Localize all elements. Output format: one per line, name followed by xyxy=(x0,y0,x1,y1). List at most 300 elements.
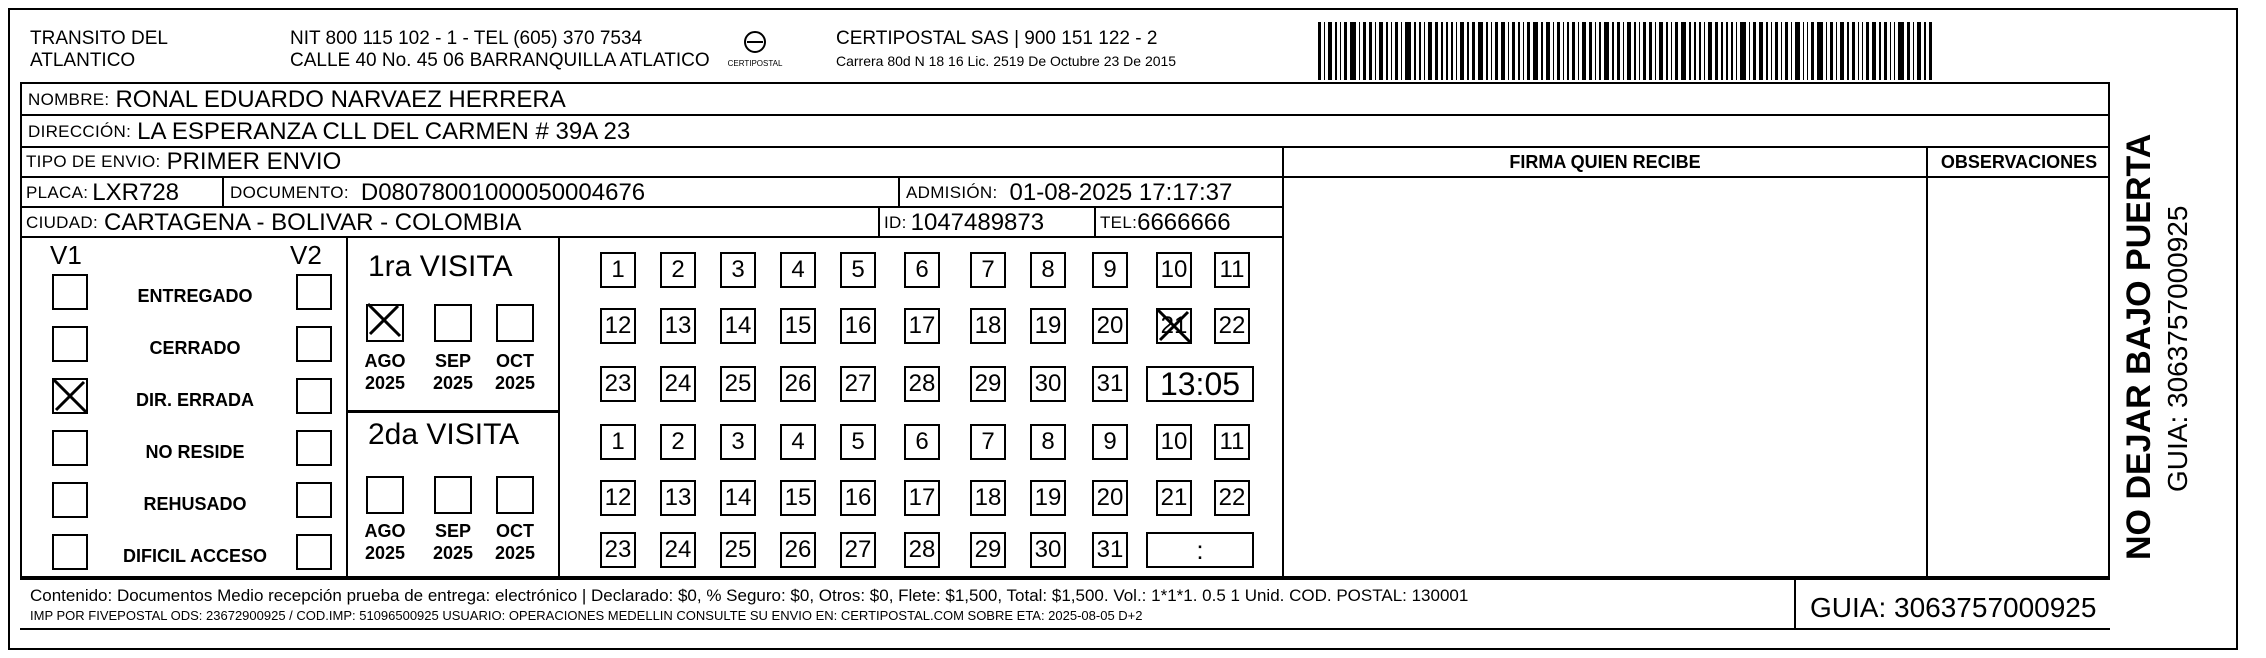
barcode-bar xyxy=(1541,22,1542,80)
barcode-bar xyxy=(1424,22,1425,80)
second-visit-day-5[interactable] xyxy=(840,424,876,460)
svg-text:CERTIPOSTAL: CERTIPOSTAL xyxy=(727,59,783,68)
barcode-bar xyxy=(1589,22,1592,80)
barcode-bar xyxy=(1929,22,1932,80)
day-number: 1 xyxy=(611,428,625,455)
barcode-bar xyxy=(1879,22,1880,80)
second-visit-day-14[interactable] xyxy=(720,480,756,516)
barcode-bar xyxy=(1495,22,1498,80)
first-visit-day-25[interactable] xyxy=(720,366,756,402)
first-visit-day-6[interactable] xyxy=(904,252,940,288)
barcode-bar xyxy=(1807,22,1808,80)
day-number: 11 xyxy=(1219,428,1245,455)
day-number: 18 xyxy=(974,312,1002,339)
first-visit-title: 1ra VISITA xyxy=(368,250,513,283)
barcode-bar xyxy=(1527,22,1530,80)
barcode-bar xyxy=(1708,22,1712,80)
barcode-bar xyxy=(1836,22,1837,80)
status-label: ENTREGADO xyxy=(137,286,253,306)
first-visit-day-17[interactable] xyxy=(904,308,940,344)
firma-label: FIRMA QUIEN RECIBE xyxy=(1509,152,1701,172)
first-visit-day-19[interactable] xyxy=(1030,308,1066,344)
day-number: 30 xyxy=(1034,370,1062,397)
first-visit-day-20[interactable] xyxy=(1092,308,1128,344)
footer-guia: GUIA: 3063757000925 xyxy=(1810,592,2097,623)
second-visit-month-sep[interactable] xyxy=(434,476,472,514)
v2-checkbox-no-reside[interactable] xyxy=(296,430,332,466)
second-visit-day-25[interactable] xyxy=(720,532,756,568)
nombre-value: RONAL EDUARDO NARVAEZ HERRERA xyxy=(115,86,566,113)
first-visit-day-14[interactable] xyxy=(720,308,756,344)
day-number: 11 xyxy=(1219,256,1245,283)
day-number: 2 xyxy=(671,428,685,455)
barcode-bar xyxy=(1785,22,1788,80)
admision-label: ADMISIÓN: xyxy=(906,183,998,202)
first-visit-day-8[interactable] xyxy=(1030,252,1066,288)
barcode-bar xyxy=(1518,22,1519,80)
issuer-contact xyxy=(290,28,710,72)
day-number: 19 xyxy=(1034,312,1062,339)
barcode-bar xyxy=(1501,22,1505,80)
barcode-bar xyxy=(1898,22,1904,80)
day-number: 9 xyxy=(1103,256,1117,283)
first-visit-day-10[interactable] xyxy=(1156,252,1192,288)
second-visit-month-oct[interactable] xyxy=(496,476,534,514)
second-visit-day-16[interactable] xyxy=(840,480,876,516)
barcode-bar xyxy=(1791,22,1792,80)
barcode-bar xyxy=(1675,22,1678,80)
barcode-bar xyxy=(1649,22,1652,80)
barcode-bar xyxy=(1726,22,1729,80)
month-label: AGO 2025 xyxy=(364,351,406,393)
barcode-bar xyxy=(1639,22,1640,80)
side-guia: GUIA: 3063757000925 xyxy=(2162,205,2193,492)
admision-value: 01-08-2025 17:17:37 xyxy=(1009,179,1233,206)
barcode-bar xyxy=(1627,22,1631,80)
barcode-bar xyxy=(1817,22,1823,80)
barcode-bar xyxy=(1775,22,1778,80)
day-number: 2 xyxy=(671,256,685,283)
day-number: 30 xyxy=(1034,536,1062,563)
day-number: 23 xyxy=(604,536,632,563)
day-number: 8 xyxy=(1041,428,1055,455)
day-number: 13 xyxy=(664,312,692,339)
second-visit-day-10[interactable] xyxy=(1156,424,1192,460)
barcode-bar xyxy=(1435,22,1438,80)
barcode-bar xyxy=(1681,22,1687,80)
second-visit-day-29[interactable] xyxy=(970,532,1006,568)
barcode-bar xyxy=(1344,22,1347,80)
first-visit-day-11[interactable] xyxy=(1214,252,1250,288)
barcode-bar xyxy=(1486,22,1487,80)
barcode-bar xyxy=(1456,22,1457,80)
barcode-bar xyxy=(1862,22,1863,80)
v1-checkbox-dificil-acceso[interactable] xyxy=(52,534,88,570)
day-number: 8 xyxy=(1041,256,1055,283)
first-visit-month-ago[interactable] xyxy=(366,304,404,342)
second-visit-day-24[interactable] xyxy=(660,532,696,568)
second-visit-day-1[interactable] xyxy=(600,424,636,460)
first-visit-day-13[interactable] xyxy=(660,308,696,344)
nit-line: NIT 800 115 102 - 1 - TEL (605) 370 7534 xyxy=(290,28,643,49)
barcode-bar xyxy=(1671,22,1672,80)
barcode-bar xyxy=(1771,22,1772,80)
v1-checkbox-cerrado[interactable] xyxy=(52,326,88,362)
barcode-bar xyxy=(1359,22,1360,80)
status-label: CERRADO xyxy=(149,338,241,358)
documento-label: DOCUMENTO: xyxy=(230,183,349,202)
id-label: ID: xyxy=(884,213,907,232)
day-number: 24 xyxy=(664,370,692,397)
barcode-bar xyxy=(1395,22,1398,80)
barcode-bar xyxy=(1749,22,1750,80)
barcode-bar xyxy=(1795,22,1799,80)
status-label: REHUSADO xyxy=(143,494,247,514)
ciudad-label: CIUDAD: xyxy=(26,213,98,232)
first-visit-day-9[interactable] xyxy=(1092,252,1128,288)
barcode-bar xyxy=(1803,22,1804,80)
month-label: SEP 2025 xyxy=(432,351,474,393)
month-label: AGO 2025 xyxy=(364,521,406,563)
barcode-bar xyxy=(1328,22,1332,80)
second-visit-day-31[interactable] xyxy=(1092,532,1128,568)
first-visit-day-27[interactable] xyxy=(840,366,876,402)
issuer-line-2: ATLANTICO xyxy=(30,50,136,71)
v2-checkbox-cerrado[interactable] xyxy=(296,326,332,362)
first-visit-day-16[interactable] xyxy=(840,308,876,344)
first-visit-day-24[interactable] xyxy=(660,366,696,402)
barcode-bar xyxy=(1460,22,1464,80)
day-number: 4 xyxy=(791,256,805,283)
day-number: 22 xyxy=(1218,484,1246,511)
barcode-bar xyxy=(1563,22,1564,80)
barcode-bar xyxy=(1694,22,1697,80)
second-visit-day-19[interactable] xyxy=(1030,480,1066,516)
day-number: 16 xyxy=(844,312,872,339)
v1-checkbox-rehusado[interactable] xyxy=(52,482,88,518)
status-label: NO RESIDE xyxy=(145,442,245,462)
barcode-bar xyxy=(1478,22,1484,80)
barcode-bar xyxy=(1852,22,1855,80)
barcode-bar xyxy=(1533,22,1539,80)
barcode-bar xyxy=(1578,22,1579,80)
courier-line-1: CERTIPOSTAL SAS | 900 151 122 - 2 xyxy=(836,28,1158,49)
firma-header-line xyxy=(1282,176,2110,178)
v1-checkbox-entregado[interactable] xyxy=(52,274,88,310)
barcode-bar xyxy=(1917,22,1921,80)
first-visit-day-4[interactable] xyxy=(780,252,816,288)
no-dejar-warning: NO DEJAR BAJO PUERTA xyxy=(2120,133,2158,560)
nombre-row xyxy=(20,82,2110,116)
month-label: OCT 2025 xyxy=(494,351,536,393)
address-line: CALLE 40 No. 45 06 BARRANQUILLA ATLATICO xyxy=(290,50,710,71)
day-number: 12 xyxy=(604,484,632,511)
first-visit-day-5[interactable] xyxy=(840,252,876,288)
second-visit-day-4[interactable] xyxy=(780,424,816,460)
day-number: 26 xyxy=(784,370,812,397)
barcode-bar xyxy=(1872,22,1876,80)
second-visit-day-15[interactable] xyxy=(780,480,816,516)
barcode-bar xyxy=(1369,22,1372,80)
barcode-bar xyxy=(1811,22,1814,80)
barcode-bar xyxy=(1913,22,1914,80)
day-number: 5 xyxy=(851,428,865,455)
second-visit-day-13[interactable] xyxy=(660,480,696,516)
day-number: 17 xyxy=(908,312,936,339)
second-visit-day-8[interactable] xyxy=(1030,424,1066,460)
observaciones-label: OBSERVACIONES xyxy=(1940,152,2098,172)
v2-label: V2 xyxy=(290,240,322,270)
day-number: 21 xyxy=(1160,484,1188,511)
second-visit-time-field[interactable]: : xyxy=(1146,532,1254,568)
rule-3 xyxy=(20,236,1284,238)
first-visit-day-15[interactable] xyxy=(780,308,816,344)
certipostal-logo xyxy=(727,28,783,72)
day-number: 25 xyxy=(724,370,752,397)
second-visit-day-12[interactable] xyxy=(600,480,636,516)
first-visit-day-18[interactable] xyxy=(970,308,1006,344)
barcode-bar xyxy=(1884,22,1887,80)
barcode-bar xyxy=(1907,22,1910,80)
barcode-bar xyxy=(1840,22,1844,80)
barcode-bar xyxy=(1446,22,1449,80)
day-number: 18 xyxy=(974,484,1002,511)
barcode-bar xyxy=(1441,22,1442,80)
first-visit-month-sep[interactable] xyxy=(434,304,472,342)
barcode-bar xyxy=(1401,22,1402,80)
barcode-bar xyxy=(1523,22,1524,80)
day-number: 27 xyxy=(844,370,872,397)
barcode-bar xyxy=(1604,22,1610,80)
day-number: 14 xyxy=(724,312,752,339)
day-number: 12 xyxy=(604,312,632,339)
second-visit-day-26[interactable] xyxy=(780,532,816,568)
barcode-bar xyxy=(1612,22,1613,80)
day-number: 24 xyxy=(664,536,692,563)
barcode-bar xyxy=(1643,22,1646,80)
barcode-bar xyxy=(1599,22,1600,80)
barcode-bar xyxy=(1582,22,1586,80)
barcode-bar xyxy=(1666,22,1667,80)
barcode-bar xyxy=(1472,22,1475,80)
id-value: 1047489873 xyxy=(910,209,1045,236)
v2-checkbox-dificil-acceso[interactable] xyxy=(296,534,332,570)
v2-checkbox-rehusado[interactable] xyxy=(296,482,332,518)
months-divider xyxy=(558,236,560,578)
barcode-bar xyxy=(1689,22,1690,80)
barcode-bar xyxy=(1721,22,1722,80)
second-visit-day-30[interactable] xyxy=(1030,532,1066,568)
first-visit-day-31[interactable] xyxy=(1092,366,1128,402)
day-number: 3 xyxy=(731,428,745,455)
barcode-bar xyxy=(1655,22,1656,80)
barcode-bar xyxy=(1924,22,1925,80)
barcode-bar xyxy=(1512,22,1515,80)
barcode-bar xyxy=(1340,22,1341,80)
check-mark-icon xyxy=(50,376,90,421)
barcode-bar xyxy=(1557,22,1560,80)
barcode-bar xyxy=(1740,22,1746,80)
day-number: 28 xyxy=(908,370,936,397)
barcode-bar xyxy=(1715,22,1718,80)
second-visit-day-3[interactable] xyxy=(720,424,756,460)
day-number: 20 xyxy=(1096,312,1124,339)
second-visit-day-28[interactable] xyxy=(904,532,940,568)
day-number: 6 xyxy=(915,256,929,283)
day-number: 1 xyxy=(611,256,625,283)
first-visit-day-7[interactable] xyxy=(970,252,1006,288)
first-visit-day-23[interactable] xyxy=(600,366,636,402)
barcode-bar xyxy=(1617,22,1620,80)
barcode-bar xyxy=(1766,22,1767,80)
barcode-bar xyxy=(1363,22,1366,80)
day-number: 15 xyxy=(784,312,812,339)
second-visit-day-7[interactable] xyxy=(970,424,1006,460)
barcode-bar xyxy=(1623,22,1624,80)
barcode-bar xyxy=(1335,22,1336,80)
direccion-row xyxy=(20,114,2110,148)
day-number: 25 xyxy=(724,536,752,563)
second-visit-month-ago[interactable] xyxy=(366,476,404,514)
barcode-bar xyxy=(1318,22,1321,80)
first-visit-day-12[interactable] xyxy=(600,308,636,344)
v1-label: V1 xyxy=(50,240,82,270)
second-visit-day-22[interactable] xyxy=(1214,480,1250,516)
check-mark-icon xyxy=(1154,306,1194,353)
direccion-label: DIRECCIÓN: xyxy=(28,122,132,141)
second-visit-day-27[interactable] xyxy=(840,532,876,568)
first-visit-day-21[interactable] xyxy=(1156,308,1192,344)
rule-1 xyxy=(20,176,1284,178)
barcode-bar xyxy=(1553,22,1554,80)
status-label: DIFICIL ACCESO xyxy=(122,546,267,566)
barcode-bar xyxy=(1508,22,1509,80)
barcode-bar xyxy=(1894,22,1895,80)
day-number: 10 xyxy=(1160,428,1188,455)
barcode-bar xyxy=(1759,22,1763,80)
day-number: 28 xyxy=(908,536,936,563)
footer-content: Contenido: Documentos Medio recepción prueba de entrega: electrónico | Declarado: $0, % Seguro: $0, Otros: $0, Flete: $1,500, Total: $1,500. Vol.: 1*1*1. 0.5 1 Unid. COD. POSTAL: 130001 xyxy=(30,586,1469,605)
issuer-line-1: TRANSITO DEL xyxy=(30,28,168,49)
first-visit-day-29[interactable] xyxy=(970,366,1006,402)
nombre-label: NOMBRE: xyxy=(28,90,110,109)
first-visit-day-26[interactable] xyxy=(780,366,816,402)
day-number: 21 xyxy=(1160,312,1188,339)
barcode-bar xyxy=(1324,22,1325,80)
day-number: 23 xyxy=(604,370,632,397)
first-visit-time-field[interactable]: 13:05 xyxy=(1146,366,1254,402)
second-visit-day-11[interactable] xyxy=(1214,424,1250,460)
barcode-bar xyxy=(1546,22,1550,80)
day-number: 13 xyxy=(664,484,692,511)
tipo-label: TIPO DE ENVIO: xyxy=(26,152,161,171)
first-visit-day-3[interactable] xyxy=(720,252,756,288)
check-mark-icon xyxy=(364,300,404,345)
barcode-bar xyxy=(1428,22,1432,80)
second-visit-day-17[interactable] xyxy=(904,480,940,516)
visit-divider xyxy=(346,410,560,413)
day-number: 19 xyxy=(1034,484,1062,511)
firma-divider xyxy=(1282,146,1284,578)
barcode-bar xyxy=(1350,22,1356,80)
second-visit-title: 2da VISITA xyxy=(368,418,520,451)
courier-info xyxy=(836,28,1176,70)
second-visit-day-18[interactable] xyxy=(970,480,1006,516)
first-visit-day-2[interactable] xyxy=(660,252,696,288)
footer-print-info: IMP POR FIVEPOSTAL ODS: 23672900925 / COD.IMP: 51096500925 USUARIO: OPERACIONES MEDELLIN CONSULTE SU ENVIO EN: CERTIPOSTAL.COM SOBRE ETA: 2025-08-05 D+2 xyxy=(30,608,1143,623)
v2-checkbox-entregado[interactable] xyxy=(296,274,332,310)
barcode-bar xyxy=(1386,22,1387,80)
day-number: 15 xyxy=(784,484,812,511)
day-number: 3 xyxy=(731,256,745,283)
barcode-bar xyxy=(1866,22,1869,80)
day-number: 20 xyxy=(1096,484,1124,511)
day-number: 31 xyxy=(1096,536,1124,563)
first-visit-day-1[interactable] xyxy=(600,252,636,288)
v1-checkbox-dir-errada[interactable] xyxy=(52,378,88,414)
day-number: 6 xyxy=(915,428,929,455)
v2-checkbox-dir-errada[interactable] xyxy=(296,378,332,414)
barcode-bar xyxy=(1375,22,1376,80)
barcode-bar xyxy=(1405,22,1411,80)
barcode-bar xyxy=(1567,22,1568,80)
second-visit-day-21[interactable] xyxy=(1156,480,1192,516)
second-visit-day-9[interactable] xyxy=(1092,424,1128,460)
second-visit-day-6[interactable] xyxy=(904,424,940,460)
barcode-bar xyxy=(1826,22,1827,80)
first-visit-day-30[interactable] xyxy=(1030,366,1066,402)
barcode-bar xyxy=(1781,22,1782,80)
first-visit-day-28[interactable] xyxy=(904,366,940,402)
courier-line-2: Carrera 80d N 18 16 Lic. 2519 De Octubre 23 De 2015 xyxy=(836,53,1177,69)
barcode-bar xyxy=(1847,22,1848,80)
tel-label: TEL: xyxy=(1100,213,1138,232)
first-visit-month-oct[interactable] xyxy=(496,304,534,342)
day-number: 17 xyxy=(908,484,936,511)
day-number: 4 xyxy=(791,428,805,455)
barcode-bar xyxy=(1391,22,1392,80)
v1-checkbox-no-reside[interactable] xyxy=(52,430,88,466)
barcode-bar xyxy=(1467,22,1468,80)
status-divider xyxy=(346,236,348,578)
barcode-bar xyxy=(1858,22,1859,80)
day-number: 29 xyxy=(974,370,1002,397)
barcode-bar xyxy=(1451,22,1452,80)
documento-value: D08078001000050004676 xyxy=(360,179,646,206)
day-number: 9 xyxy=(1103,428,1117,455)
day-number: 16 xyxy=(844,484,872,511)
barcode-bar xyxy=(1699,22,1700,80)
second-visit-day-23[interactable] xyxy=(600,532,636,568)
first-visit-day-22[interactable] xyxy=(1214,308,1250,344)
day-number: 29 xyxy=(974,536,1002,563)
placa-label: PLACA: xyxy=(26,183,89,202)
obs-divider xyxy=(1926,146,1928,578)
barcode-bar xyxy=(1595,22,1596,80)
placa-value: LXR728 xyxy=(92,179,180,206)
barcode-bar xyxy=(1414,22,1417,80)
day-number: 26 xyxy=(784,536,812,563)
second-visit-day-20[interactable] xyxy=(1092,480,1128,516)
barcode-bar xyxy=(1704,22,1705,80)
barcode-bar xyxy=(1736,22,1737,80)
direccion-value: LA ESPERANZA CLL DEL CARMEN # 39A 23 xyxy=(137,118,631,145)
second-visit-day-2[interactable] xyxy=(660,424,696,460)
barcode-bar xyxy=(1731,22,1732,80)
barcode-bar xyxy=(1572,22,1575,80)
barcode-bar xyxy=(1419,22,1420,80)
status-label: DIR. ERRADA xyxy=(135,390,254,410)
